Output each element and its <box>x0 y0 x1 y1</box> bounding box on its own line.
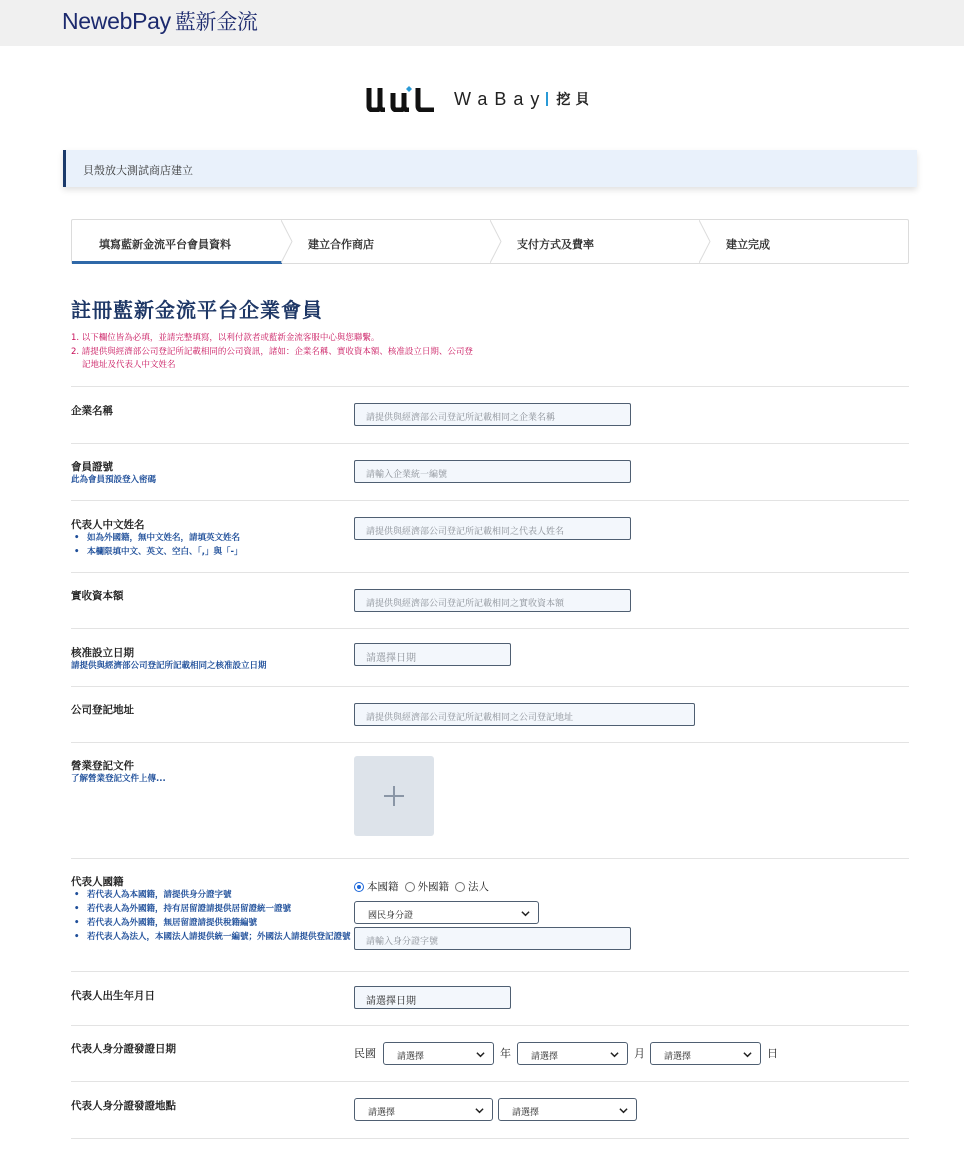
nationality-radio-group <box>354 879 495 894</box>
radio-foreign-label[interactable]: 外國籍 <box>417 881 449 893</box>
issue-day-value: 請選擇 <box>664 1052 692 1062</box>
id-type-select[interactable] <box>354 901 539 924</box>
radio-juridical-label[interactable]: 法人 <box>468 881 489 893</box>
step-chevron-icon <box>490 220 502 263</box>
id-number-input[interactable]: 請輸入身分證字號 <box>354 927 631 950</box>
nationality-rules <box>71 888 351 944</box>
capital-label: 實收資本額 <box>71 590 124 602</box>
nationality-rule: • 若代表人為外國籍，無居留證請提供稅籍編號 <box>71 916 351 930</box>
address-input[interactable]: 請提供與經濟部公司登記所記載相同之公司登記地址 <box>354 703 695 726</box>
brand-name: NewebPay <box>62 8 171 34</box>
note-1: 1. 以下欄位皆為必填，並請完整填寫，以利付款者或藍新金流客服中心與您聯繫。 <box>71 333 380 343</box>
issue-month-value: 請選擇 <box>531 1052 559 1062</box>
id-issue-place-label: 代表人身分證發證地點 <box>71 1100 176 1112</box>
document-upload-button[interactable] <box>354 756 434 836</box>
issue-day-select[interactable] <box>650 1042 761 1065</box>
step-member-info <box>72 220 282 263</box>
day-unit: 日 <box>767 1047 778 1060</box>
divider <box>71 572 909 573</box>
divider <box>71 1138 909 1139</box>
page-title: 註冊藍新金流平台企業會員 <box>71 298 323 322</box>
step-chevron-icon <box>699 220 711 263</box>
id-type-value: 國民身分證 <box>368 911 414 921</box>
month-unit: 月 <box>634 1047 645 1060</box>
step-label: 填寫藍新金流平台會員資料 <box>99 238 231 251</box>
divider <box>71 686 909 687</box>
step-payment-methods <box>502 220 700 263</box>
rep-name-input[interactable]: 請提供與經濟部公司登記所記載相同之代表人姓名 <box>354 517 631 540</box>
chevron-down-icon <box>475 1106 484 1115</box>
banner-text: 貝殼放大測試商店建立 <box>83 164 193 177</box>
company-name-label: 企業名稱 <box>71 405 113 417</box>
step-label: 支付方式及費率 <box>517 238 594 251</box>
divider <box>71 1081 909 1082</box>
logo-separator <box>546 92 548 106</box>
business-doc-help-link[interactable]: 了解營業登記文件上傳... <box>71 774 166 784</box>
chevron-down-icon <box>743 1050 752 1059</box>
nationality-label: 代表人國籍 <box>71 876 124 888</box>
form-notes <box>71 332 521 373</box>
note-2: 2. 請提供與經濟部公司登記所記載相同的公司資訊，諸如：企業名稱、實收資本額、核准設立日期、公司登 <box>71 346 473 357</box>
chevron-down-icon <box>610 1050 619 1059</box>
step-label: 建立合作商店 <box>308 238 374 251</box>
rep-name-label: 代表人中文姓名 <box>71 519 145 531</box>
issue-city-select[interactable] <box>354 1098 493 1121</box>
rep-name-rules <box>71 531 243 559</box>
member-id-label: 會員證號 <box>71 461 113 473</box>
note-2-continued: 記地址及代表人中文姓名 <box>82 360 176 370</box>
divider <box>71 628 909 629</box>
era-label: 民國 <box>354 1047 376 1060</box>
chevron-down-icon <box>476 1050 485 1059</box>
wabay-mark-icon <box>366 86 436 112</box>
radio-juridical[interactable] <box>455 882 465 892</box>
issue-type-select[interactable] <box>498 1098 637 1121</box>
divider <box>71 500 909 501</box>
issue-city-value: 請選擇 <box>368 1108 396 1118</box>
issue-year-select[interactable] <box>383 1042 494 1065</box>
wabay-logo <box>366 84 594 114</box>
capital-input[interactable]: 請提供與經濟部公司登記所記載相同之實收資本額 <box>354 589 631 612</box>
nationality-rule: • 若代表人為法人，本國法人請提供統一編號；外國法人請提供登記證號 <box>71 930 351 944</box>
id-issue-date-label: 代表人身分證發證日期 <box>71 1043 176 1055</box>
step-create-store <box>293 220 491 263</box>
rep-name-rule: • 本欄限填中文、英文、空白、「,」與「-」 <box>71 545 243 559</box>
established-date-hint: 請提供與經濟部公司登記所記載相同之核准設立日期 <box>71 661 267 671</box>
radio-domestic[interactable] <box>354 882 364 892</box>
plus-icon <box>383 785 405 807</box>
top-bar <box>0 0 964 46</box>
divider <box>71 742 909 743</box>
step-chevron-icon <box>281 220 293 263</box>
brand-name-cn: 藍新金流 <box>174 10 258 34</box>
step-label: 建立完成 <box>726 238 770 251</box>
divider <box>71 1025 909 1026</box>
step-complete <box>711 220 909 263</box>
divider <box>71 443 909 444</box>
store-banner <box>63 150 917 187</box>
divider <box>71 971 909 972</box>
year-unit: 年 <box>500 1047 511 1060</box>
member-id-hint: 此為會員預設登入密碼 <box>71 475 157 485</box>
issue-type-value: 請選擇 <box>512 1108 540 1118</box>
established-date-input[interactable]: 請選擇日期 <box>354 643 511 666</box>
progress-steps <box>71 219 909 264</box>
divider <box>71 386 909 387</box>
business-doc-label: 營業登記文件 <box>71 760 134 772</box>
radio-domestic-label[interactable]: 本國籍 <box>367 881 399 893</box>
wabay-name: WaBay <box>454 88 547 109</box>
address-label: 公司登記地址 <box>71 704 134 716</box>
member-id-input[interactable]: 請輸入企業統一編號 <box>354 460 631 483</box>
issue-year-value: 請選擇 <box>397 1052 425 1062</box>
divider <box>71 858 909 859</box>
issue-month-select[interactable] <box>517 1042 628 1065</box>
nationality-rule: • 若代表人為本國籍，請提供身分證字號 <box>71 888 351 902</box>
wabay-name-cn: 挖貝 <box>556 92 595 108</box>
company-name-input[interactable]: 請提供與經濟部公司登記所記載相同之企業名稱 <box>354 403 631 426</box>
chevron-down-icon <box>619 1106 628 1115</box>
birthday-input[interactable]: 請選擇日期 <box>354 986 511 1009</box>
established-date-label: 核准設立日期 <box>71 647 134 659</box>
chevron-down-icon <box>521 909 530 918</box>
nationality-rule: • 若代表人為外國籍，持有居留證請提供居留證統一證號 <box>71 902 351 916</box>
radio-foreign[interactable] <box>405 882 415 892</box>
newebpay-logo[interactable] <box>62 6 258 36</box>
rep-name-rule: • 如為外國籍，無中文姓名，請填英文姓名 <box>71 531 243 545</box>
birthday-label: 代表人出生年月日 <box>71 990 155 1002</box>
